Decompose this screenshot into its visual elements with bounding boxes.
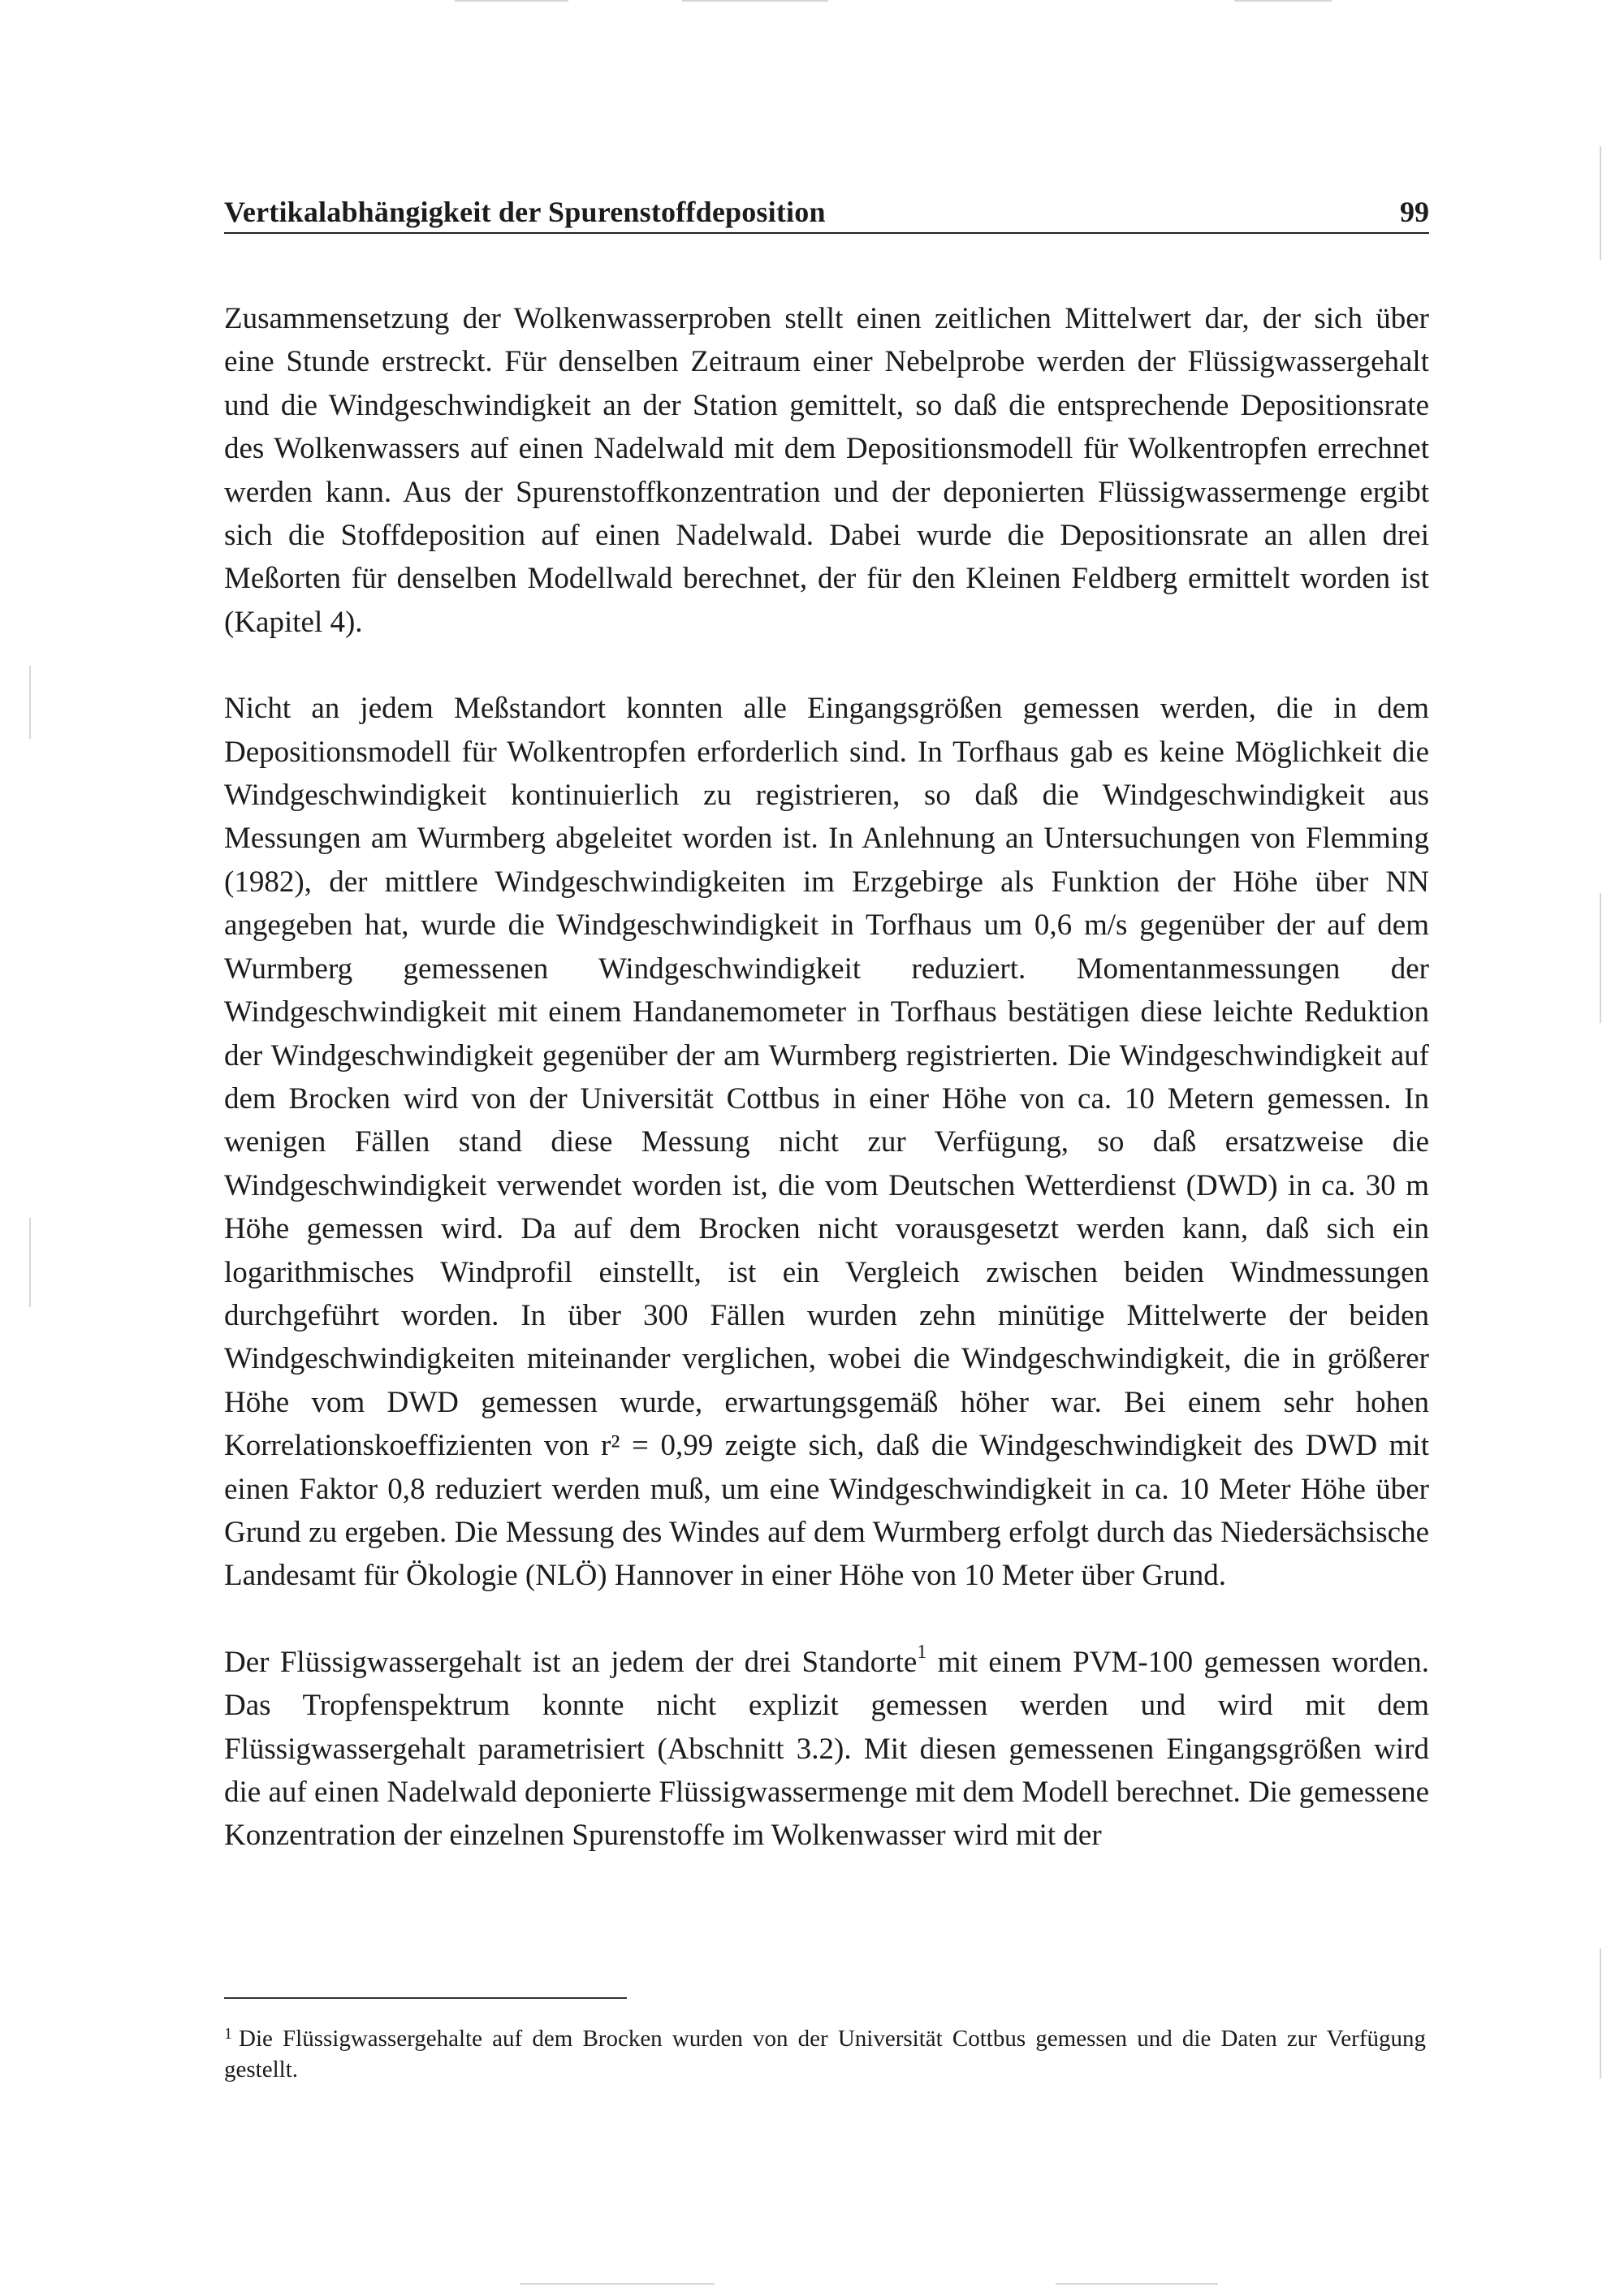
scan-artifact-bottom-line [1056,2283,1218,2285]
page-number: 99 [1400,196,1429,228]
scan-artifact-right-edge [1600,893,1601,1023]
header-title: Vertikalabhängigkeit der Spurenstoffdeposition [224,196,826,228]
footnote-marker: 1 [224,2025,232,2043]
paragraph-3-text-after: mit einem PVM-100 gemessen worden. Das Tropfenspektrum konnte nicht explizit gemessen werden und wird mit dem Flüssigwassergehalt parametrisiert (Abschnitt 3.2). Mit diesen gemessenen Eingangsgrößen wird die auf einen Nadelwald deponierte Flüssigwassermenge mit dem Modell berechnet. Die gemessene Konzentration der einzelnen Spurenstoffe im Wolkenwasser wird mit der [224,1645,1429,1853]
paragraph-1: Zusammensetzung der Wolkenwasserproben stellt einen zeitlichen Mittelwert dar, der sich über eine Stunde erstreckt. Für denselben Zeitraum einer Nebelprobe werden der Flüssigwassergehalt und die Windgeschwindigkeit an der Station gemittelt, so daß die entsprechende Depositionsrate des Wolkenwassers auf einen Nadelwald mit dem Depositionsmodell für Wolkentropfen errechnet werden kann. Aus der Spurenstoffkonzentration und der deponierten Flüssigwassermenge ergibt sich die Stoffdeposition auf einen Nadelwald. Dabei wurde die Depositionsrate an allen drei Meßorten für denselben Modellwald berechnet, der für den Kleinen Feldberg ermittelt worden ist (Kapitel 4). [224,302,1429,639]
paragraph-2: Nicht an jedem Meßstandort konnten alle Eingangsgrößen gemessen werden, die in dem Depositionsmodell für Wolkentropfen erforderlich sind. In Torfhaus gab es keine Möglichkeit die Windgeschwindigkeit kontinuierlich zu registrieren, so daß die Windgeschwindigkeit aus Messungen am Wurmberg abgeleitet worden ist. In Anlehnung an Untersuchungen von Flemming (1982), der mittlere Windgeschwindigkeiten im Erzgebirge als Funktion der Höhe über NN angegeben hat, wurde die Windgeschwindigkeit in Torfhaus um 0,6 m/s gegenüber der auf dem Wurmberg gemessenen Windgeschwindigkeit reduziert. Momentanmessungen der Windgeschwindigkeit mit einem Handanemometer in Torfhaus bestätigen diese leichte Reduktion der Windgeschwindigkeit gegenüber der am Wurmberg registrierten. Die Windgeschwindigkeit auf dem Brocken wird von der Universität Cottbus in einer Höhe von ca. 10 Metern gemessen. In wenigen Fällen stand diese Messung nicht zur Verfügung, so daß ersatzweise die Windgeschwindigkeit verwendet worden ist, die vom Deutschen Wetterdienst (DWD) in ca. 30 m Höhe gemessen wird. Da auf dem Brocken nicht vorausgesetzt werden kann, daß sich ein logarithmisches Windprofil einstellt, ist ein Vergleich zwischen beiden Windmessungen durchgeführt worden. In über 300 Fällen wurden zehn minütige Mittelwerte der beiden Windgeschwindigkeiten miteinander verglichen, wobei die Windgeschwindigkeit, die in größerer Höhe vom DWD gemessen wurde, erwartungsgemäß höher war. Bei einem sehr hohen Korrelationskoeffizienten von r² = 0,99 zeigte sich, daß die Windgeschwindigkeit des DWD mit einen Faktor 0,8 reduziert werden muß, um eine Windgeschwindigkeit in ca. 10 Meter Höhe über Grund zu ergeben. Die Messung des Windes auf dem Wurmberg erfolgt durch das Niedersächsische Landesamt für Ökologie (NLÖ) Hannover in einer Höhe von 10 Meter über Grund. [224,692,1429,1593]
footnote-text: Die Flüssigwassergehalte auf dem Brocken wurden von der Universität Cottbus gemessen und die Daten zur Verfügung gestellt. [224,2026,1426,2082]
running-header [224,193,1429,234]
scan-artifact-right-edge [1600,146,1601,260]
scan-artifact-left-edge [29,666,31,739]
scan-artifact-left-edge [29,1218,31,1307]
scan-artifact-top-line [682,0,828,2]
footnote-separator [224,1997,627,1999]
paragraph-3-text-before: Der Flüssigwassergehalt ist an jedem der drei Standorte [224,1645,918,1679]
scan-artifact-top-line [455,0,568,2]
footnote [224,2023,1426,2085]
paragraph-3 [224,1641,1429,1858]
scan-artifact-bottom-line [520,2283,715,2285]
scan-artifact-top-line [1234,0,1332,2]
footnote-reference: 1 [917,1641,927,1663]
scan-artifact-right-edge [1600,1949,1601,2078]
body-text [224,297,1429,1901]
